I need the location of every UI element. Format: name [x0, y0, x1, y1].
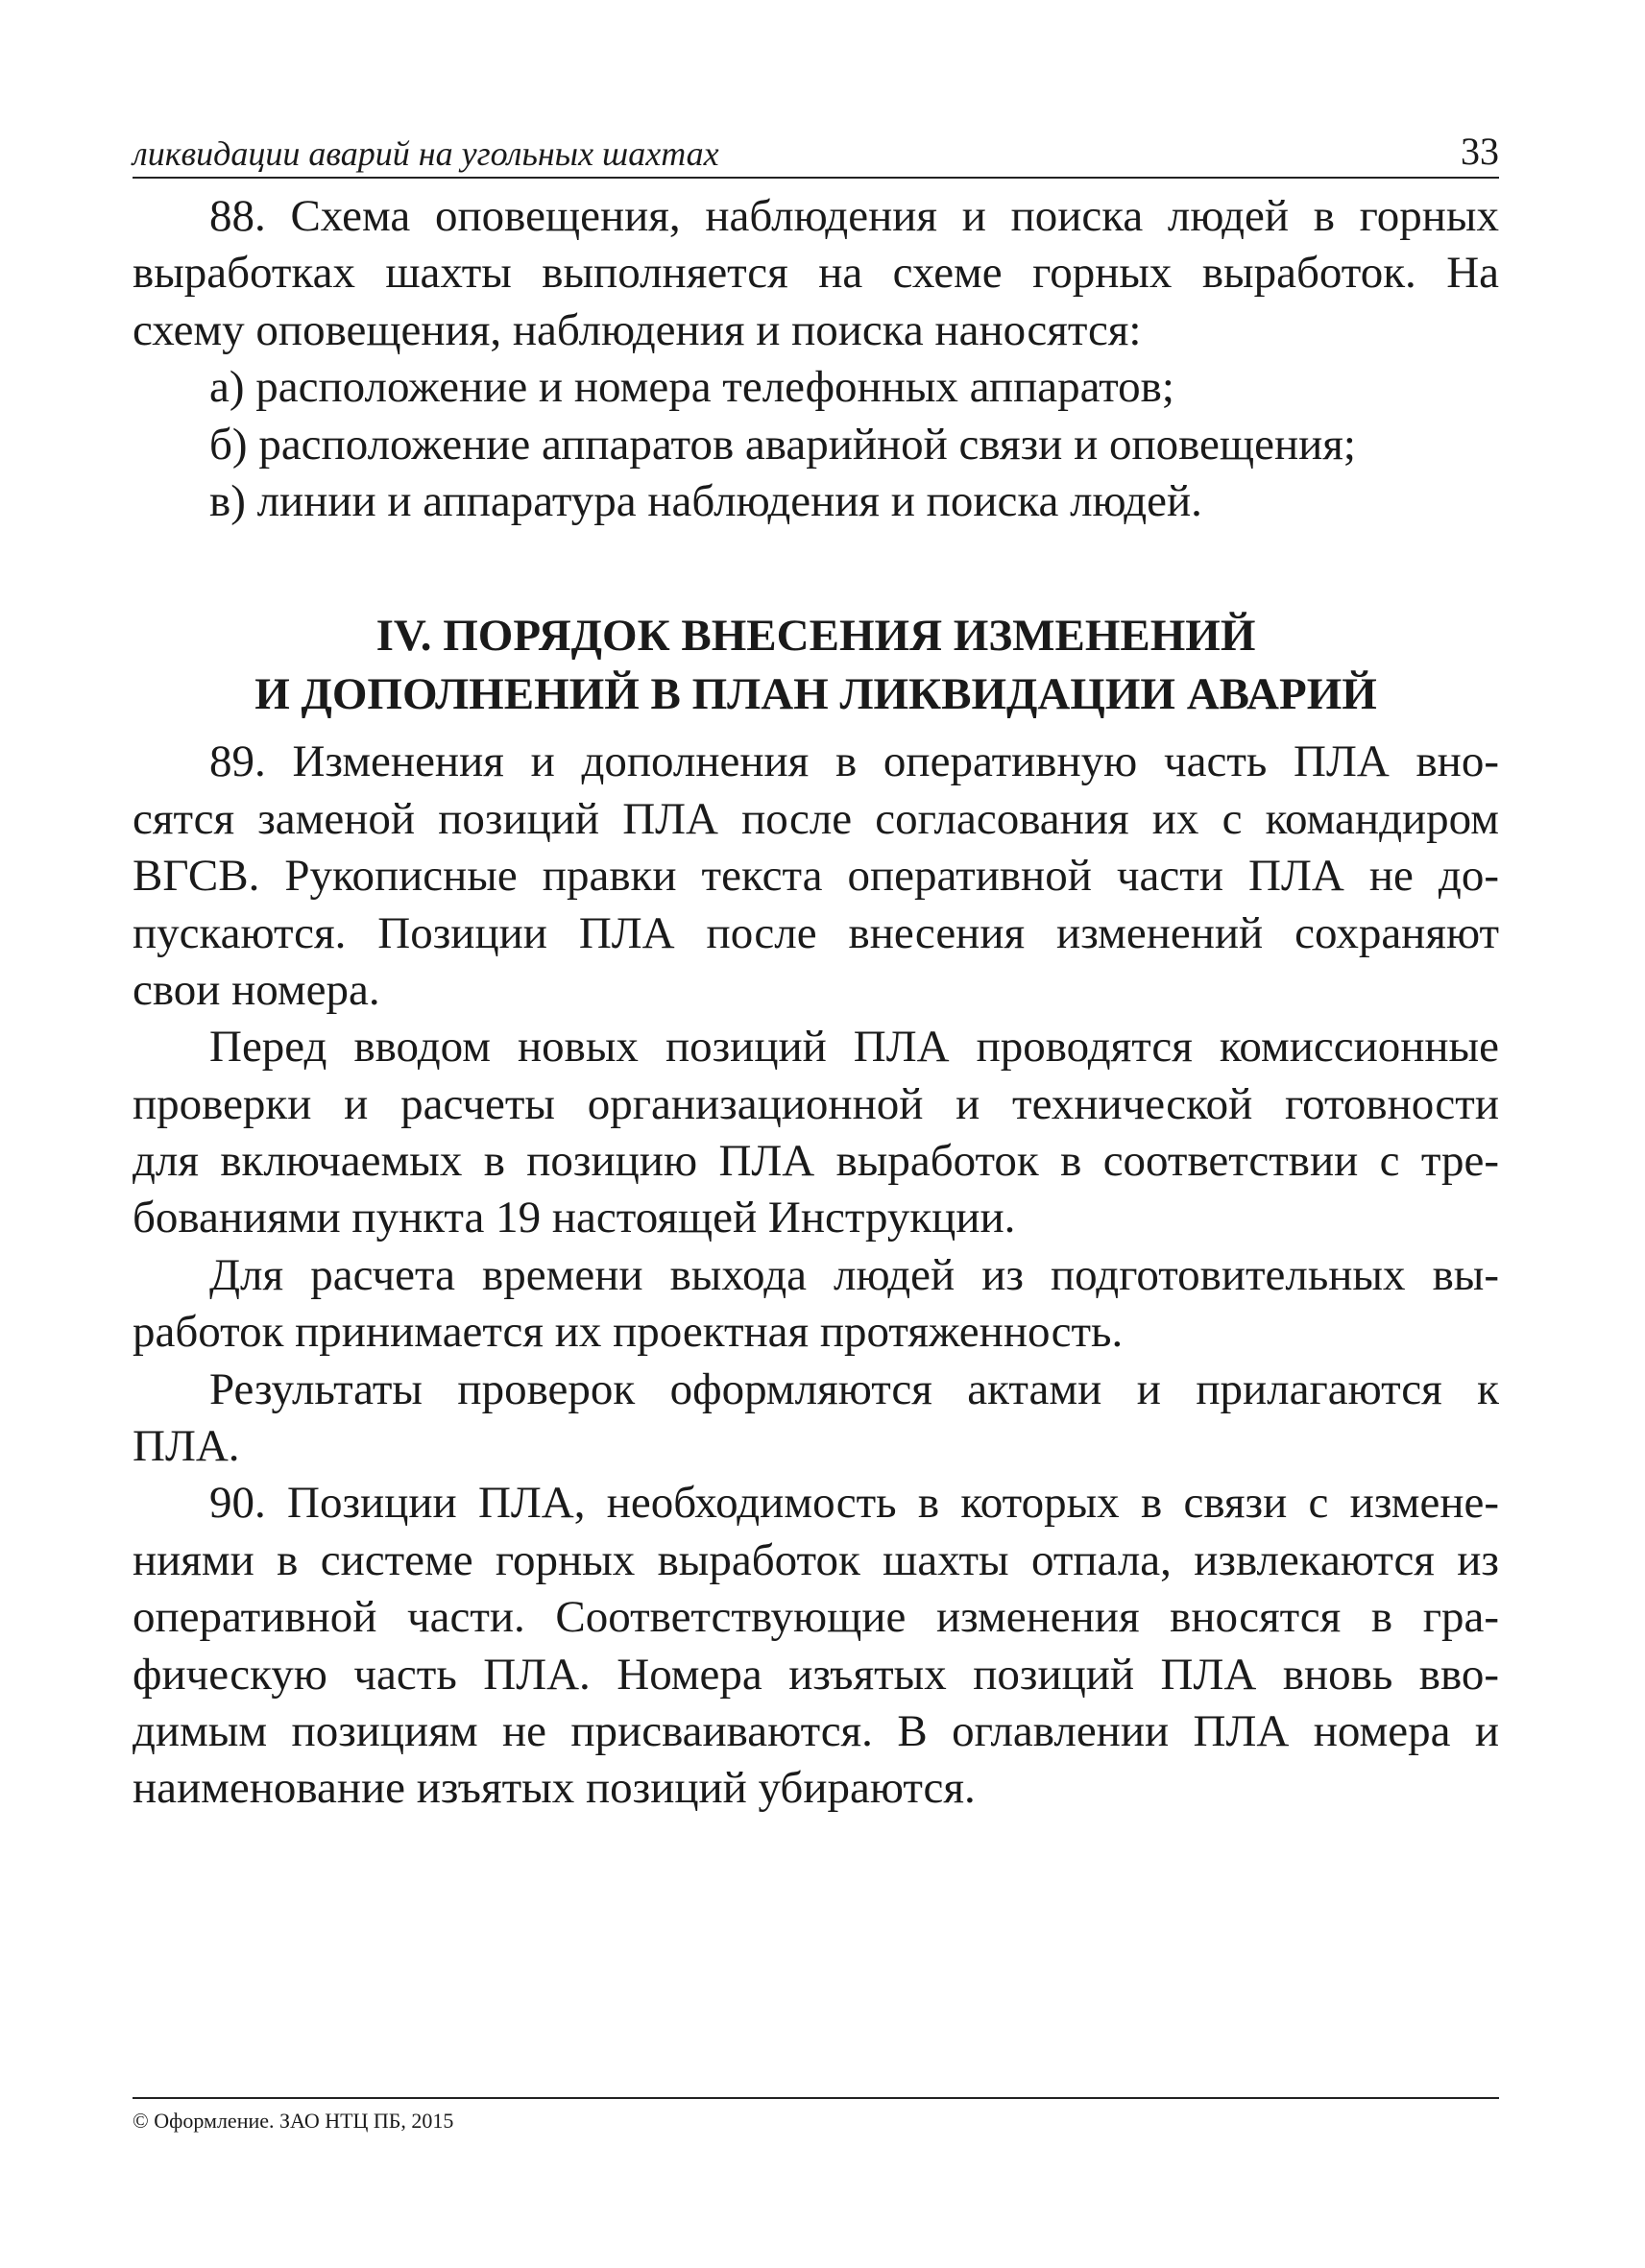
text-line: ПЛА. [133, 1421, 240, 1472]
list-item: в) линии и аппаратура наблюдения и поиска людей. [209, 475, 1202, 526]
section-heading [133, 607, 1499, 724]
spacer [133, 724, 1499, 734]
page-number: 33 [1461, 130, 1499, 173]
list-88 [133, 359, 1499, 530]
text-line: димым позициям не присваиваются. В оглавлении ПЛА номера и [133, 1705, 1499, 1756]
text-line: 89. Изменения и дополнения в оперативную часть ПЛА вно- [209, 736, 1499, 787]
text-line: фическую часть ПЛА. Номера изъятых позиций ПЛА вновь вво- [133, 1649, 1499, 1700]
copyright-notice: © Оформление. ЗАО НТЦ ПБ, 2015 [133, 2109, 454, 2133]
paragraph-89-2 [133, 1019, 1499, 1247]
page-body [133, 188, 1499, 1818]
page-footer [133, 2097, 1499, 2134]
text-line: Перед вводом новых позиций ПЛА проводятся комиссионные [209, 1022, 1499, 1073]
paragraph-90 [133, 1475, 1499, 1817]
text-line: свои номера. [133, 964, 380, 1015]
text-line: схему оповещения, наблюдения и поиска наносятся: [133, 304, 1142, 355]
text-line: 90. Позиции ПЛА, необходимость в которых в связи с измене- [209, 1478, 1499, 1529]
text-line: 88. Схема оповещения, наблюдения и поиска людей в горных [209, 191, 1499, 241]
text-line: Для расчета времени выхода людей из подготовительных вы- [209, 1249, 1499, 1300]
text-line: Результаты проверок оформляются актами и прилагаются к [209, 1363, 1499, 1414]
running-title: ликвидации аварий на угольных шахтах [133, 134, 719, 173]
text-line: ниями в системе горных выработок шахты отпала, извлекаются из [133, 1534, 1499, 1585]
text-line: наименование изъятых позиций убираются. [133, 1763, 976, 1814]
section-heading-line-2: И ДОПОЛНЕНИЙ В ПЛАН ЛИКВИДАЦИИ АВАРИЙ [254, 669, 1377, 720]
text-line: бованиями пункта 19 настоящей Инструкции. [133, 1193, 1016, 1243]
text-line: оперативной части. Соответствующие изменения вносятся в гра- [133, 1592, 1499, 1643]
running-header [133, 123, 1499, 179]
list-item: а) расположение и номера телефонных аппаратов; [209, 362, 1174, 413]
spacer [133, 530, 1499, 607]
text-line: ВГСВ. Рукописные правки текста оперативной части ПЛА не до- [133, 851, 1499, 902]
text-line: пускаются. Позиции ПЛА после внесения изменений сохраняют [133, 907, 1499, 958]
paragraph-89 [133, 734, 1499, 1019]
section-heading-line-1: IV. ПОРЯДОК ВНЕСЕНИЯ ИЗМЕНЕНИЙ [375, 611, 1256, 662]
list-item: б) расположение аппаратов аварийной связи и оповещения; [209, 419, 1356, 470]
text-line: выработках шахты выполняется на схеме горных выработок. На [133, 248, 1499, 299]
text-line: проверки и расчеты организационной и технической готовности [133, 1078, 1499, 1129]
paragraph-88 [133, 188, 1499, 359]
paragraph-89-3 [133, 1247, 1499, 1362]
text-line: сятся заменой позиций ПЛА после согласования их с командиром [133, 793, 1499, 844]
text-line: для включаемых в позицию ПЛА выработок в соответствии с тре- [133, 1136, 1499, 1187]
text-line: работок принимается их проектная протяженность. [133, 1307, 1124, 1358]
paragraph-89-4 [133, 1362, 1499, 1476]
